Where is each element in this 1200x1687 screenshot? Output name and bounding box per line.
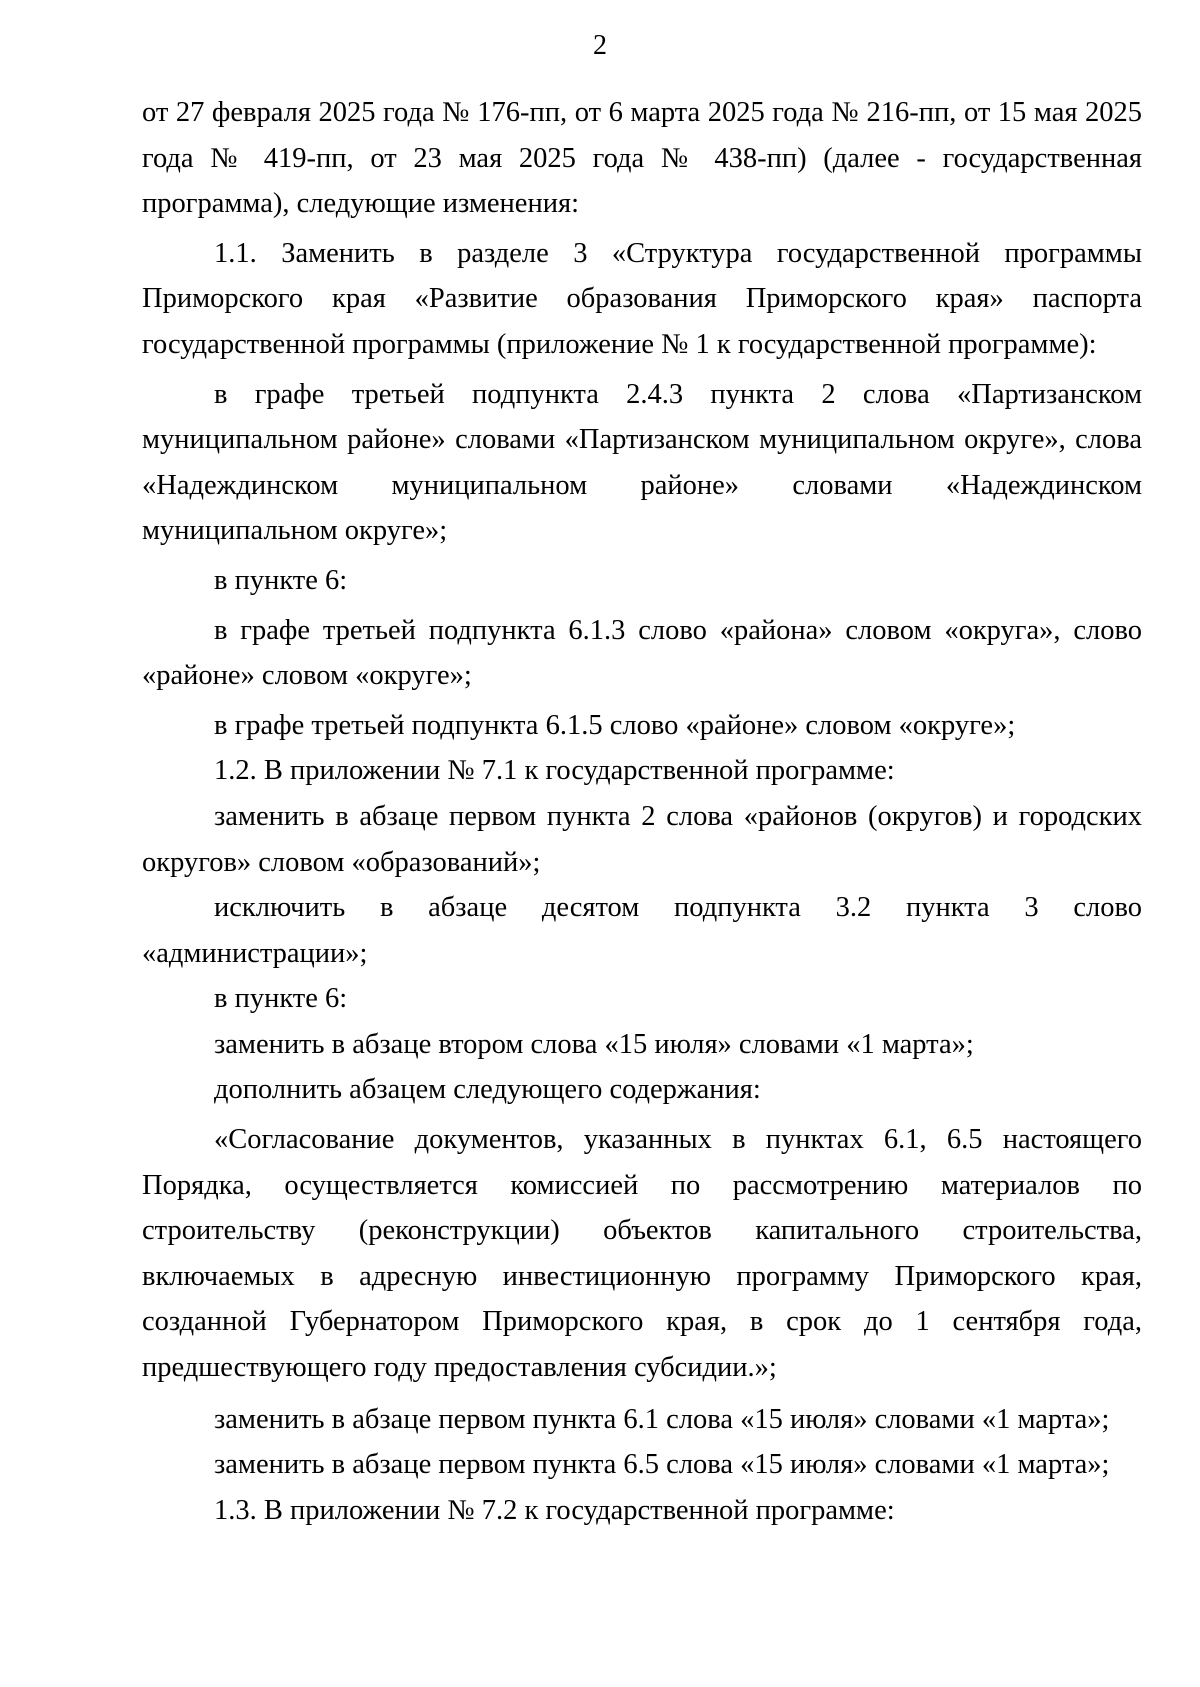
document-body xyxy=(142,90,1142,1533)
paragraph-intro-continuation: от 27 февраля 2025 года № 176-пп, от 6 марта 2025 года № 216-пп, от 15 мая 2025 года № 419-пп, от 23 мая 2025 года № 438-пп) (далее - государственная программа), следующие изменения: xyxy=(142,97,1142,220)
paragraph-replace-6-5: заменить в абзаце первом пункта 6.5 слова «15 июля» словами «1 марта»; xyxy=(214,1449,1110,1481)
paragraph-item-1-1: 1.1. Заменить в разделе 3 «Структура государственной программы Приморского края «Развитие образования Приморского края» паспорта государственной программы (приложение № 1 к государственной программе): xyxy=(142,237,1142,360)
paragraph-point-6: в пункте 6: xyxy=(214,564,348,596)
paragraph-replace-6-1: заменить в абзаце первом пункта 6.1 слова «15 июля» словами «1 марта»; xyxy=(214,1403,1110,1435)
paragraph-item-1-2: 1.2. В приложении № 7.1 к государственной программе: xyxy=(214,755,895,787)
paragraph-point-6-second: в пункте 6: xyxy=(214,983,348,1015)
paragraph-item-1-3: 1.3. В приложении № 7.2 к государственной программе: xyxy=(214,1494,895,1526)
paragraph-add-abzats: дополнить абзацем следующего содержания: xyxy=(214,1074,761,1106)
paragraph-subitem-2-4-3: в графе третьей подпункта 2.4.3 пункта 2 слова «Партизанском муниципальном районе» словами «Партизанском муниципальном округе», слова «Надеждинском муниципальном районе» словами «Надеждинском муниципальном округе»; xyxy=(142,378,1142,547)
paragraph-replace-point-2: заменить в абзаце первом пункта 2 слова «районов (округов) и городских округов» словом «образований»; xyxy=(142,800,1142,878)
paragraph-subitem-6-1-5: в графе третьей подпункта 6.1.5 слово «районе» словом «округе»; xyxy=(214,709,1016,741)
paragraph-subitem-6-1-3: в графе третьей подпункта 6.1.3 слово «района» словом «округа», слово «районе» словом «округе»; xyxy=(142,614,1142,692)
page-number: 2 xyxy=(593,30,607,61)
paragraph-exclude-administration: исключить в абзаце десятом подпункта 3.2 пункта 3 слово «администрации»; xyxy=(142,892,1142,969)
paragraph-replace-second-abzats: заменить в абзаце втором слова «15 июля» словами «1 марта»; xyxy=(214,1028,974,1060)
paragraph-quoted-text: «Согласование документов, указанных в пунктах 6.1, 6.5 настоящего Порядка, осуществляется комиссией по рассмотрению материалов по строительству (реконструкции) объектов капитального строительства, включаемых в адресную инвестиционную программу Приморского края, созданной Губернатором Приморского края, в срок до 1 сентября года, предшествующего году предоставления субсидии.»; xyxy=(142,1124,1142,1384)
